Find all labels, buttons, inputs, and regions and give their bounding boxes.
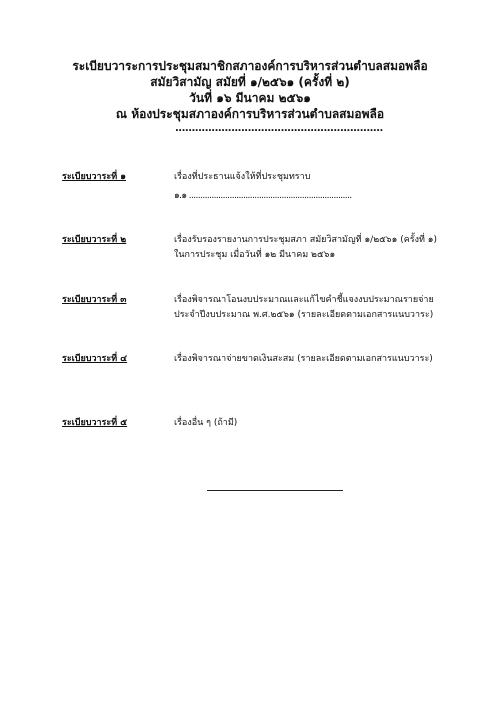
- header-session: สมัยวิสามัญ สมัยที่ ๑/๒๕๖๑ (ครั้งที่ ๒): [150, 75, 350, 89]
- agenda-item-label: ระเบียบวาระที่ ๔: [62, 354, 128, 364]
- agenda-item-content: [174, 416, 462, 431]
- agenda-item-label: ระเบียบวาระที่ ๓: [62, 295, 127, 305]
- header-venue: ณ ห้องประชุมสภาองค์การบริหารส่วนตำบลสมอพลือ: [115, 107, 385, 121]
- agenda-item-text: เรื่องที่ประธานแจ้งให้ที่ประชุมทราบ: [174, 172, 311, 182]
- agenda-subitem: ๑.๑ ........................................................................: [174, 191, 352, 201]
- agenda-item-text: เรื่องพิจารณาโอนงบประมาณและแก้ไขคำชี้แจงงบประมาณรายจ่าย: [174, 295, 434, 305]
- agenda-item-text: ประจำปีงบประมาณ พ.ศ.๒๕๖๑ (รายละเอียดตามเอกสารแนบวาระ): [174, 310, 434, 320]
- agenda-item-label: ระเบียบวาระที่ ๑: [62, 172, 126, 182]
- agenda-item-text: เรื่องอื่น ๆ (ถ้ามี): [174, 418, 238, 428]
- header-dotted-rule: ...............................................................: [175, 123, 383, 134]
- agenda-item-text: เรื่องรับรองรายงานการประชุมสภา สมัยวิสามัญที่ ๑/๒๕๖๑ (ครั้งที่ ๑): [174, 235, 437, 245]
- agenda-item-label: ระเบียบวาระที่ ๕: [62, 418, 128, 428]
- agenda-item-content: [174, 293, 462, 323]
- document-header: [40, 58, 460, 134]
- closing-divider: [207, 490, 343, 491]
- agenda-item-content: [174, 170, 462, 204]
- agenda-item-content: [174, 233, 462, 263]
- agenda-item-label: ระเบียบวาระที่ ๒: [62, 235, 127, 245]
- header-title: ระเบียบวาระการประชุมสมาชิกสภาองค์การบริหารส่วนตำบลสมอพลือ: [72, 59, 428, 73]
- agenda-item-text: ในการประชุม เมื่อวันที่ ๑๒ มีนาคม ๒๕๖๑: [174, 250, 336, 260]
- header-date: วันที่ ๑๖ มีนาคม ๒๕๖๑: [189, 91, 311, 105]
- agenda-item-text: เรื่องพิจารณาจ่ายขาดเงินสะสม (รายละเอียดตามเอกสารแนบวาระ): [174, 354, 433, 364]
- agenda-item-content: [174, 352, 462, 367]
